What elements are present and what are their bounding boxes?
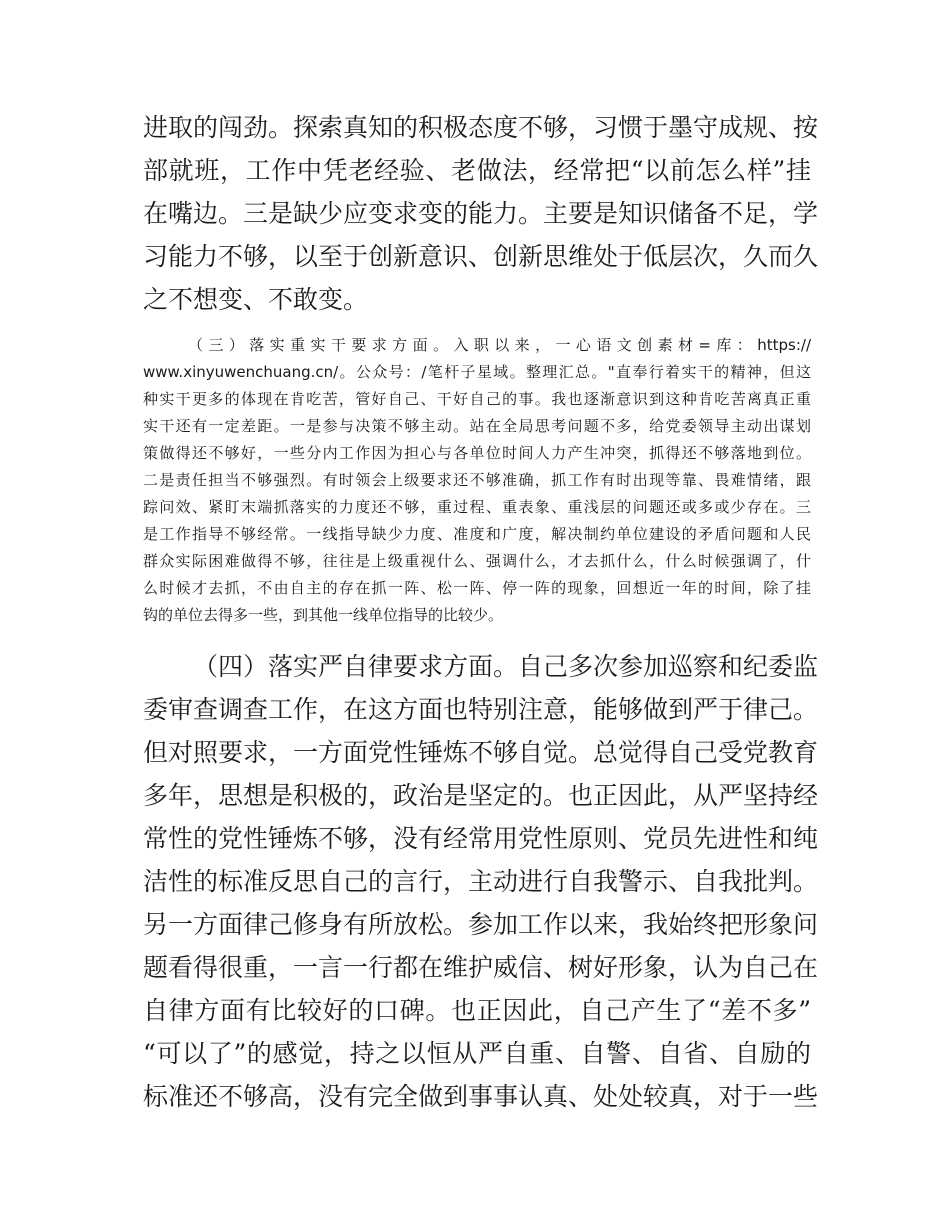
text-line: 在嘴边。三是缺少应变求变的能力。主要是知识储备不足，学 — [143, 199, 819, 228]
text-line: 实干还有一定差距。一是参与决策不够主动。站在全局思考问题不多，给党委领导主动出谋划 — [143, 417, 811, 435]
text-line: 另一方面律己修身有所放松。参加工作以来，我始终把形象问 — [143, 910, 819, 939]
text-line: 但对照要求，一方面党性锤炼不够自觉。总觉得自己受党教育 — [143, 738, 819, 767]
text-line: （四）落实严自律要求方面。自己多次参加巡察和纪委监 — [193, 652, 819, 681]
text-line: 自律方面有比较好的口碑。也正因此，自己产生了“差不多” — [143, 996, 811, 1025]
text-line: 常性的党性锤炼不够，没有经常用党性原则、党员先进性和纯 — [143, 824, 819, 853]
text-line: 之不想变、不敢变。 — [143, 285, 369, 314]
text-line: 群众实际困难做得不够，往往是上级重视什么、强调什么，才去抓什么，什么时候强调了，什 — [143, 552, 811, 570]
text-line: （三）落实重实干要求方面。入职以来，一心语文创素材=库：https:// — [188, 336, 811, 354]
text-line: 种实干更多的体现在肯吃苦，管好自己、干好自己的事。我也逐渐意识到这种肯吃苦离真正重 — [143, 390, 811, 408]
text-line: 部就班，工作中凭老经验、老做法，经常把“以前怎么样”挂 — [143, 156, 811, 185]
text-line: www.xinyuwenchuang.cn/。公众号：/笔杆子星域。整理汇总。"直奉行着实干的精神，但这 — [143, 363, 811, 381]
text-line: 标准还不够高，没有完全做到事事认真、处处较真，对于一些 — [143, 1082, 819, 1111]
text-line: 二是责任担当不够强烈。有时领会上级要求还不够准确，抓工作有时出现等靠、畏难情绪，跟 — [143, 471, 811, 489]
text-line: 是工作指导不够经常。一线指导缺少力度、准度和广度，解决制约单位建设的矛盾问题和人民 — [143, 525, 811, 543]
text-line: 踪问效、紧盯末端抓落实的力度还不够，重过程、重表象、重浅层的问题还或多或少存在。三 — [143, 498, 811, 516]
text-line: 策做得还不够好，一些分内工作因为担心与各单位时间人力产生冲突，抓得还不够落地到位。 — [143, 444, 811, 462]
text-line: 委审查调查工作，在这方面也特别注意，能够做到严于律己。 — [143, 695, 819, 724]
text-line: 题看得很重，一言一行都在维护威信、树好形象，认为自己在 — [143, 953, 819, 982]
text-line: 进取的闯劲。探索真知的积极态度不够，习惯于墨守成规、按 — [143, 113, 819, 142]
text-line: 钩的单位去得多一些，到其他一线单位指导的比较少。 — [143, 606, 504, 624]
text-line: 么时候才去抓，不由自主的存在抓一阵、松一阵、停一阵的现象，回想近一年的时间，除了挂 — [143, 579, 811, 597]
text-line: 习能力不够，以至于创新意识、创新思维处于低层次，久而久 — [143, 242, 819, 271]
text-line: 洁性的标准反思自己的言行，主动进行自我警示、自我批判。 — [143, 867, 819, 896]
text-line: “可以了”的感觉，持之以恒从严自重、自警、自省、自励的 — [143, 1039, 811, 1068]
text-line: 多年，思想是积极的，政治是坚定的。也正因此，从严坚持经 — [143, 781, 819, 810]
